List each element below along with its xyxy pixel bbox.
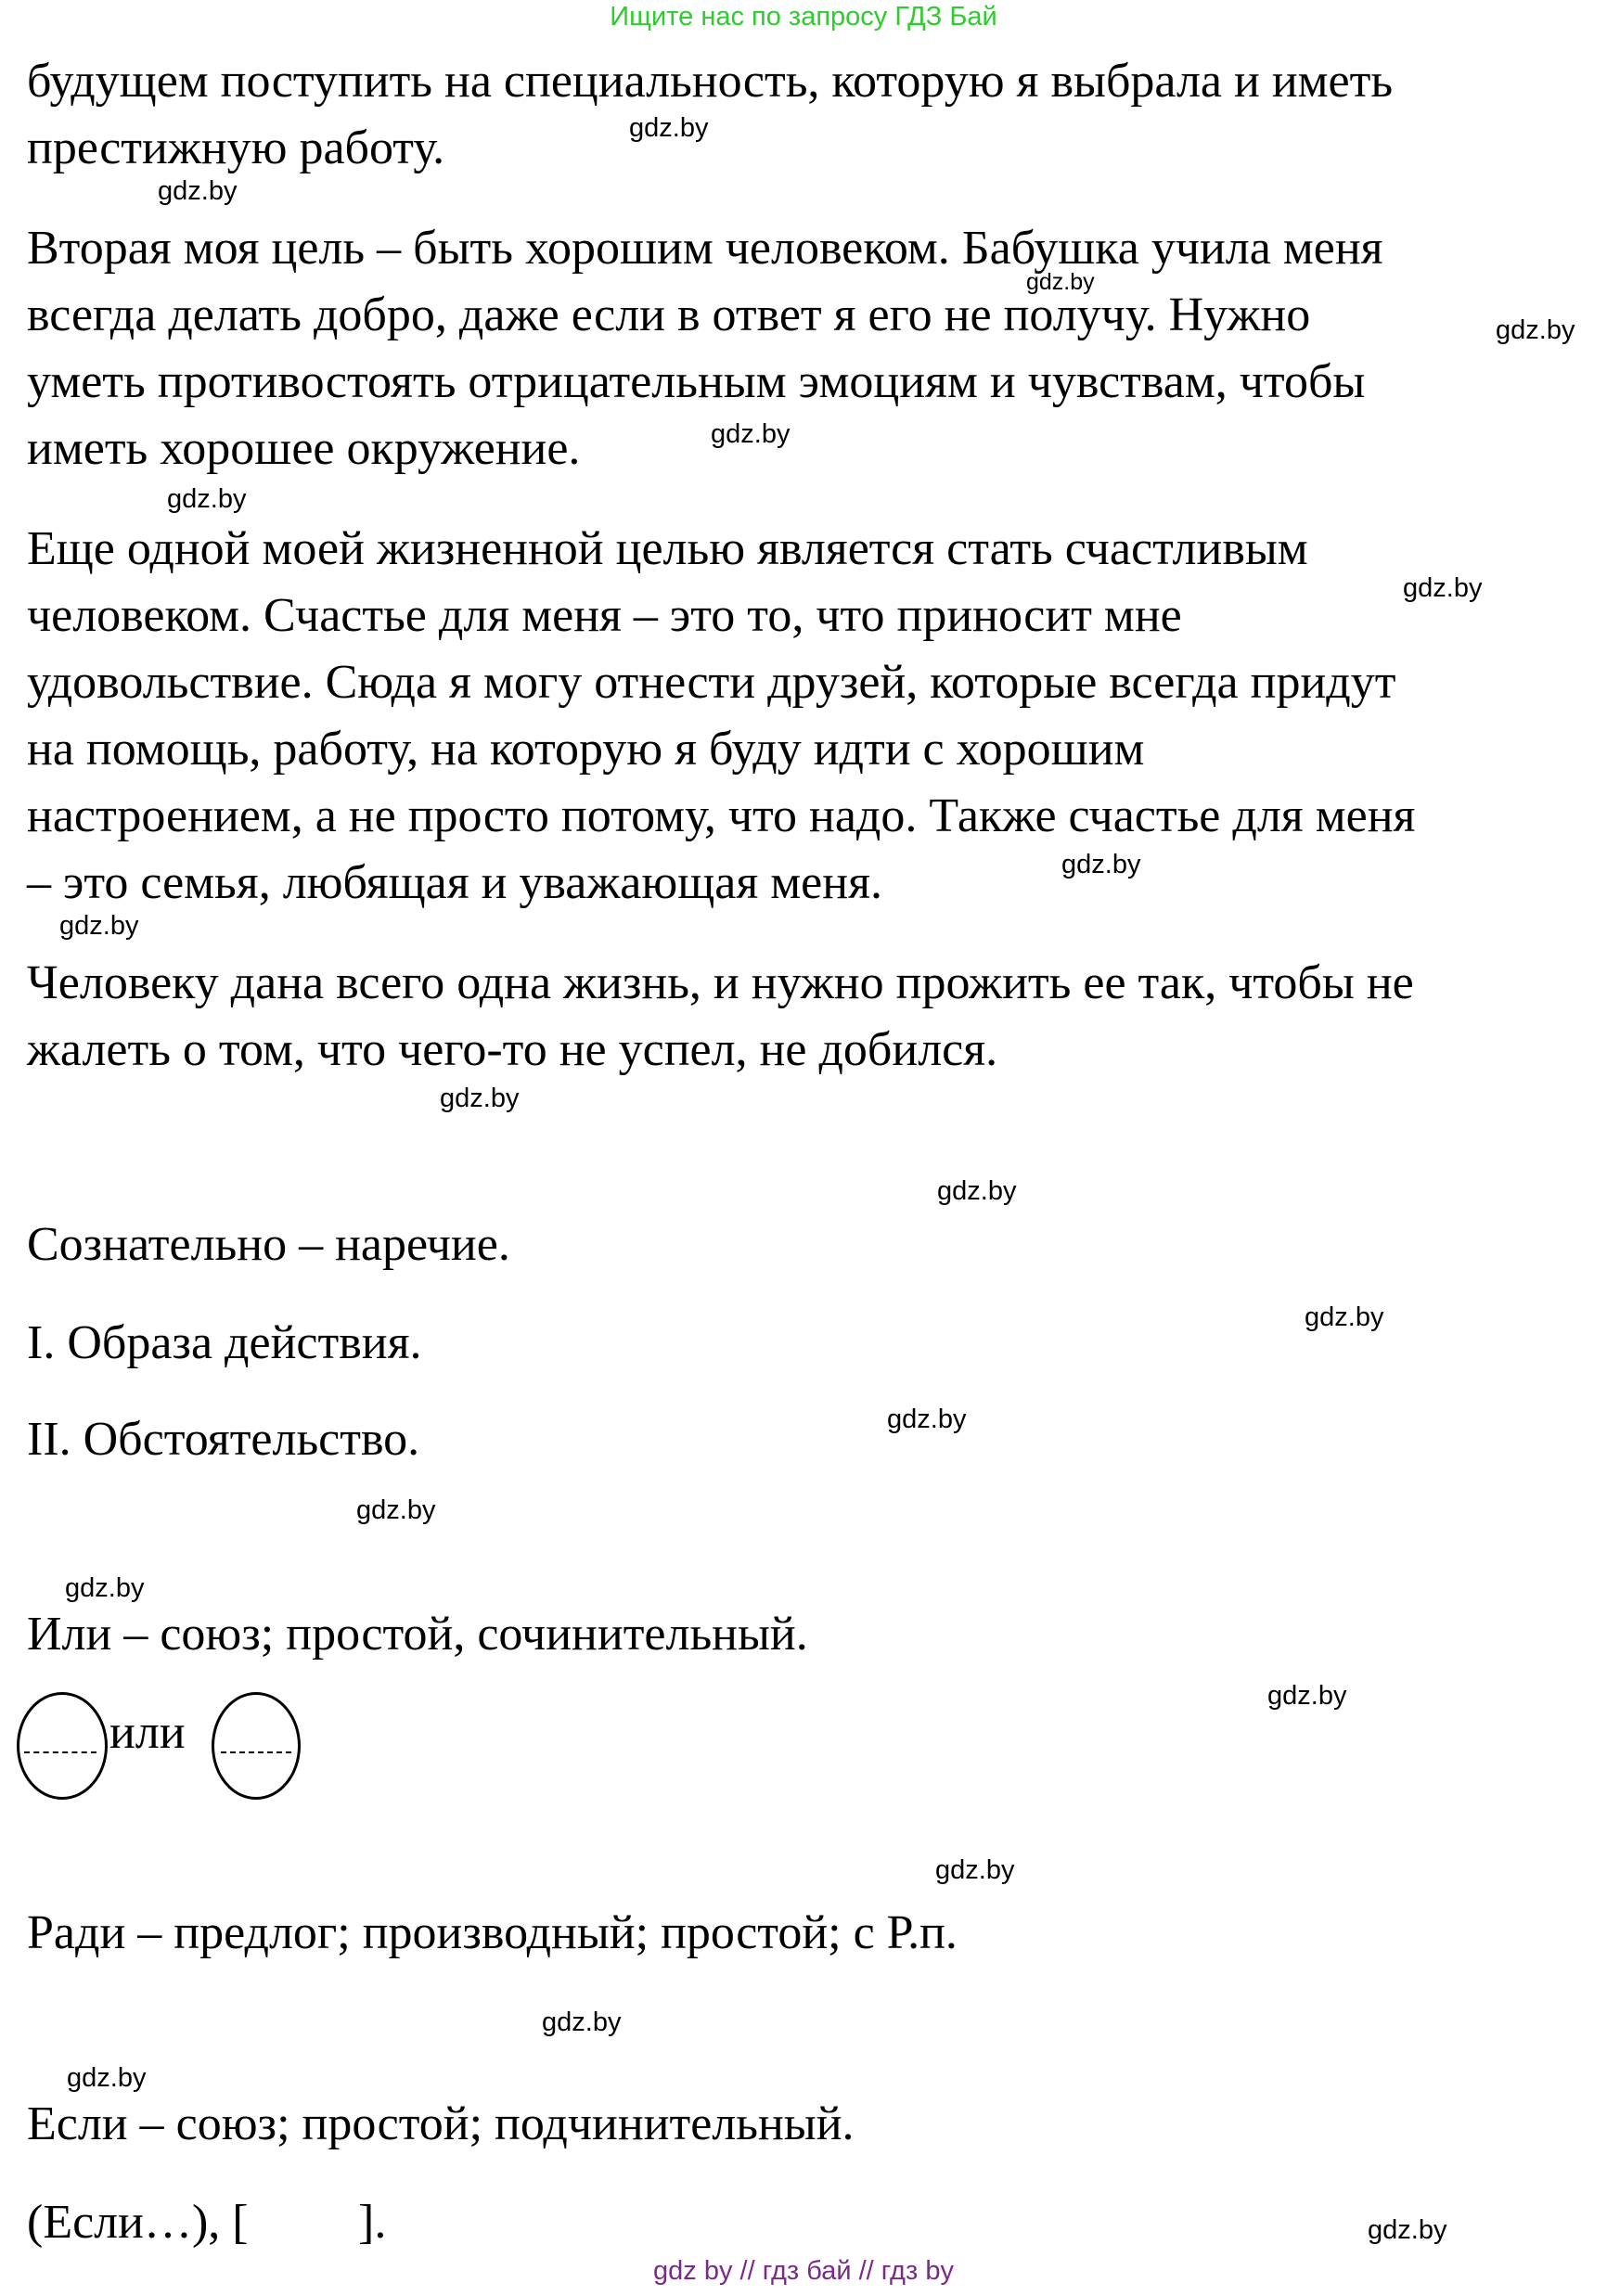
watermark: gdz.by bbox=[59, 911, 139, 941]
clause-scheme-dash-left bbox=[24, 1751, 96, 1753]
top-banner[interactable]: Ищите нас по запросу ГДЗ Бай bbox=[610, 2, 997, 32]
adverb-role: II. Обстоятельство. bbox=[27, 1413, 420, 1466]
essay-line: – это семья, любящая и уважающая меня. bbox=[27, 856, 883, 909]
essay-line: жалеть о том, что чего-то не успел, не добился. bbox=[27, 1023, 998, 1076]
watermark: gdz.by bbox=[1267, 1681, 1347, 1711]
essay-line: всегда делать добро, даже если в ответ я его не получу. Нужно bbox=[27, 289, 1311, 341]
essay-line: Человеку дана всего одна жизнь, и нужно прожить ее так, чтобы не bbox=[27, 956, 1414, 1009]
essay-line: будущем поступить на специальность, которую я выбрала и иметь bbox=[27, 55, 1394, 108]
watermark: gdz.by bbox=[937, 1176, 1017, 1206]
watermark: gdz.by bbox=[65, 1573, 145, 1603]
watermark: gdz.by bbox=[158, 176, 238, 206]
watermark: gdz.by bbox=[1368, 2215, 1447, 2245]
adverb-analysis: Сознательно – наречие. bbox=[27, 1218, 510, 1271]
watermark: gdz.by bbox=[887, 1405, 967, 1434]
watermark: gdz.by bbox=[935, 1855, 1015, 1885]
watermark: gdz.by bbox=[67, 2063, 147, 2093]
essay-line: на помощь, работу, на которую я буду идти с хорошим bbox=[27, 723, 1145, 776]
preposition-analysis-radi: Ради – предлог; производный; простой; с Р.п. bbox=[27, 1906, 958, 1959]
watermark: gdz.by bbox=[542, 2007, 622, 2037]
conjunction-analysis-esli: Если – союз; простой; подчинительный. bbox=[27, 2097, 855, 2150]
footer-links[interactable]: gdz by // гдз бай // гдз by bbox=[653, 2256, 954, 2286]
watermark: gdz.by bbox=[440, 1084, 520, 1113]
essay-line: иметь хорошее окружение. bbox=[27, 422, 581, 475]
watermark: gdz.by bbox=[167, 484, 247, 514]
watermark: gdz.by bbox=[1496, 315, 1575, 345]
watermark: gdz.by bbox=[1026, 269, 1095, 295]
watermark: gdz.by bbox=[356, 1495, 436, 1525]
clause-scheme-oval-right bbox=[212, 1692, 301, 1800]
watermark: gdz.by bbox=[1403, 573, 1483, 603]
adverb-category: I. Образа действия. bbox=[27, 1316, 422, 1369]
clause-scheme-oval-left bbox=[17, 1692, 108, 1800]
watermark: gdz.by bbox=[1061, 850, 1141, 879]
essay-line: настроением, а не просто потому, что надо. Также счастье для меня bbox=[27, 789, 1416, 842]
essay-line: человеком. Счастье для меня – это то, что приносит мне bbox=[27, 589, 1182, 642]
essay-line: уметь противостоять отрицательным эмоциям и чувствам, чтобы bbox=[27, 355, 1366, 408]
conjunction-analysis-ili: Или – союз; простой, сочинительный. bbox=[27, 1608, 808, 1661]
scheme-conjunction: или bbox=[109, 1706, 186, 1759]
essay-line: Еще одной моей жизненной целью является стать счастливым bbox=[27, 522, 1308, 575]
watermark: gdz.by bbox=[711, 419, 791, 449]
essay-line: престижную работу. bbox=[27, 122, 445, 174]
sentence-scheme-left: (Если…), [ bbox=[27, 2196, 249, 2249]
essay-line: Вторая моя цель – быть хорошим человеком. Бабушка учила меня bbox=[27, 222, 1383, 275]
clause-scheme-dash-right bbox=[221, 1751, 291, 1753]
sentence-scheme-right: ]. bbox=[358, 2196, 387, 2249]
watermark: gdz.by bbox=[1305, 1302, 1384, 1332]
watermark: gdz.by bbox=[629, 113, 709, 143]
essay-line: удовольствие. Сюда я могу отнести друзей, которые всегда придут bbox=[27, 656, 1396, 709]
